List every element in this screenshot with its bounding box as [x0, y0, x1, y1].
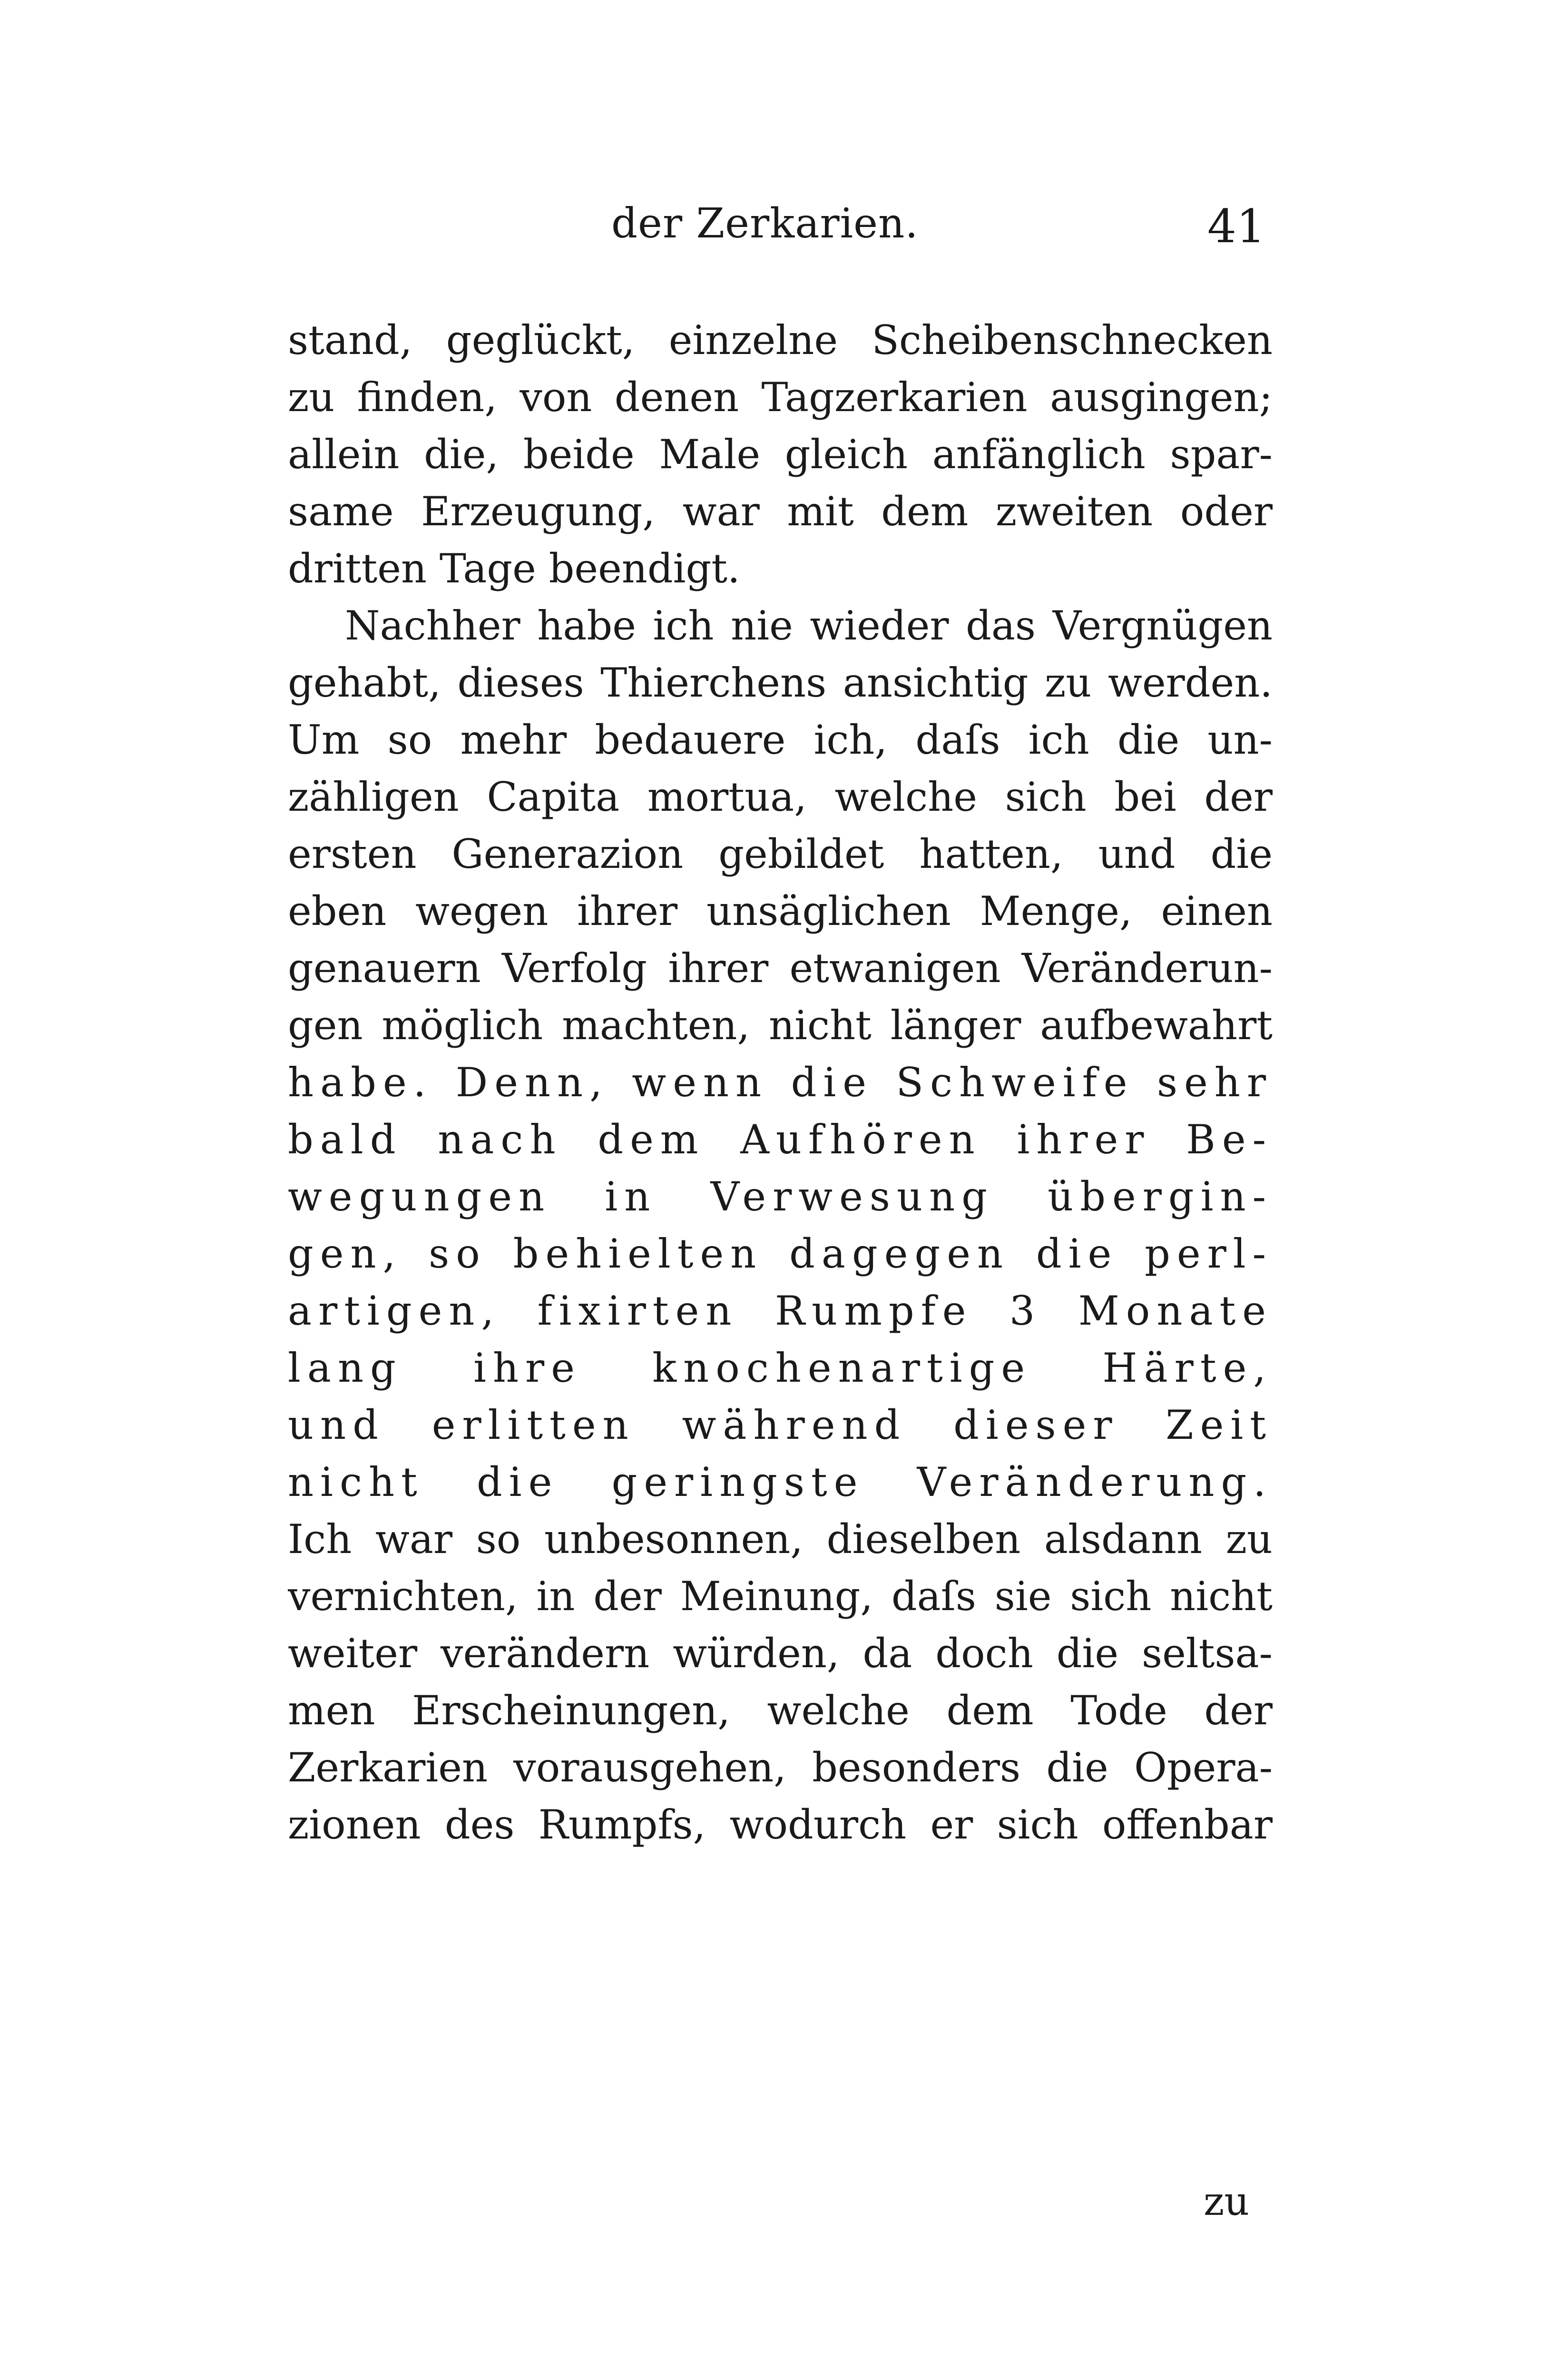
text-line: gehabt, dieses Thierchens ansichtig zu werden.: [288, 659, 1273, 706]
text-line: gen möglich machten, nicht länger aufbewahrt: [288, 1002, 1273, 1049]
page-header: [290, 200, 1265, 266]
catchword: zu: [1204, 2179, 1250, 2224]
text-line: genauern Verfolg ihrer etwanigen Veränderun-: [288, 945, 1273, 992]
text-line: weiter verändern würden, da doch die seltsa-: [288, 1630, 1273, 1677]
body-text: [288, 312, 1273, 1853]
text-line: same Erzeugung, war mit dem zweiten oder: [288, 488, 1273, 535]
text-line: lang ihre knochenartige Härte,: [288, 1345, 1273, 1391]
page-number: 41: [1207, 200, 1265, 253]
text-line: und erlitten während dieser Zeit: [288, 1402, 1273, 1448]
text-line: habe. Denn, wenn die Schweife sehr: [288, 1059, 1273, 1106]
running-title: der Zerkarien.: [611, 200, 919, 247]
text-line: zionen des Rumpfs, wodurch er sich offenbar: [288, 1801, 1273, 1848]
text-line: allein die, beide Male gleich anfänglich spar-: [288, 431, 1273, 478]
text-line: gen, so behielten dagegen die perl-: [288, 1230, 1273, 1277]
text-line: artigen, fixirten Rumpfe 3 Monate: [288, 1288, 1273, 1334]
text-line: dritten Tage beendigt.: [288, 545, 740, 592]
text-line: men Erscheinungen, welche dem Tode der: [288, 1687, 1273, 1734]
text-line: stand, geglückt, einzelne Scheibenschnecken: [288, 317, 1273, 364]
text-line: vernichten, in der Meinung, daſs sie sich nicht: [288, 1573, 1273, 1620]
text-line: Zerkarien vorausgehen, besonders die Opera-: [288, 1744, 1273, 1791]
text-line: Nachher habe ich nie wieder das Vergnügen: [345, 602, 1273, 649]
text-line: zu finden, von denen Tagzerkarien ausgingen;: [288, 374, 1273, 421]
text-line: zähligen Capita mortua, welche sich bei der: [288, 774, 1273, 820]
text-line: bald nach dem Aufhören ihrer Be-: [288, 1116, 1273, 1163]
text-line: eben wegen ihrer unsäglichen Menge, einen: [288, 888, 1273, 934]
text-line: Um so mehr bedauere ich, daſs ich die un-: [288, 717, 1273, 763]
text-line: wegungen in Verwesung übergin-: [288, 1173, 1273, 1220]
text-line: nicht die geringste Veränderung.: [288, 1459, 1273, 1505]
text-line: Ich war so unbesonnen, dieselben alsdann zu: [288, 1516, 1273, 1563]
text-line: ersten Generazion gebildet hatten, und die: [288, 831, 1273, 877]
